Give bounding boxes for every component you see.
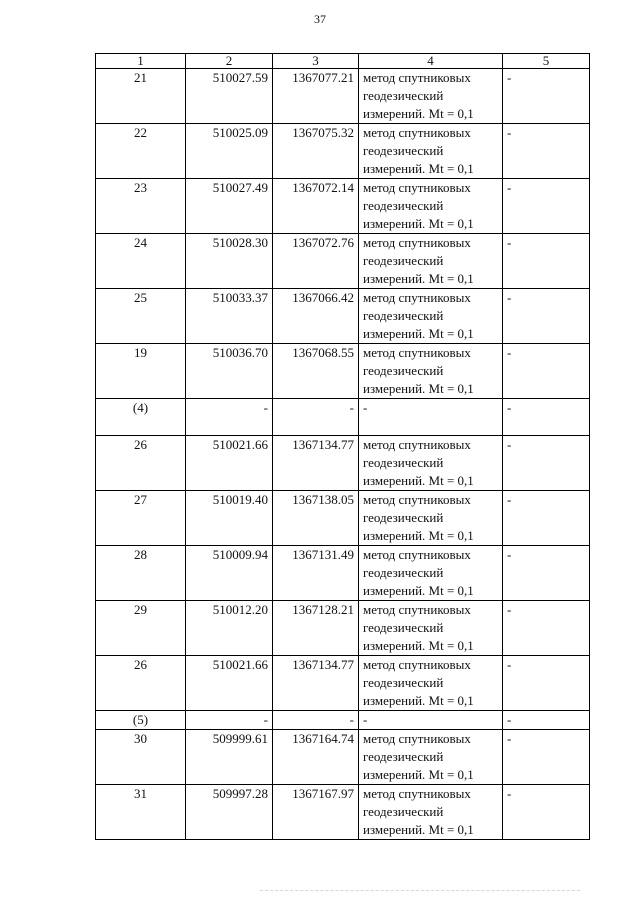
y-coordinate-cell: 1367167.97 [273,785,359,840]
method-line: метод спутниковых [363,437,471,452]
x-coordinate-cell: 510025.09 [186,124,273,179]
note-cell: - [503,179,590,234]
x-coordinate-cell: - [186,711,273,730]
y-coordinate-cell: - [273,711,359,730]
point-number-cell: 26 [96,656,186,711]
x-coordinate-cell: 510021.66 [186,436,273,491]
method-line: метод спутниковых [363,235,471,250]
method-line: геодезический [363,804,444,819]
note-cell: - [503,785,590,840]
point-number-cell: 19 [96,344,186,399]
table-body [96,69,590,840]
note-cell: - [503,491,590,546]
method-cell [359,179,503,234]
method-cell [359,656,503,711]
x-coordinate-cell: 510009.94 [186,546,273,601]
method-line: измерений. Mt = 0,1 [363,161,474,176]
method-line: измерений. Mt = 0,1 [363,767,474,782]
method-cell [359,234,503,289]
method-line: измерений. Mt = 0,1 [363,528,474,543]
header-col-2: 2 [186,54,273,69]
coordinates-table [95,53,590,840]
method-cell [359,124,503,179]
point-number-cell: 29 [96,601,186,656]
method-line: измерений. Mt = 0,1 [363,381,474,396]
note-cell: - [503,656,590,711]
x-coordinate-cell: 510033.37 [186,289,273,344]
x-coordinate-cell: - [186,399,273,436]
header-col-1: 1 [96,54,186,69]
table-header-row [96,54,590,69]
note-cell: - [503,344,590,399]
x-coordinate-cell: 509997.28 [186,785,273,840]
table-row [96,730,590,785]
method-line: измерений. Mt = 0,1 [363,271,474,286]
method-cell [359,289,503,344]
y-coordinate-cell: 1367072.14 [273,179,359,234]
table-row [96,289,590,344]
point-number-cell: (4) [96,399,186,436]
method-cell [359,69,503,124]
method-line: метод спутниковых [363,70,471,85]
y-coordinate-cell: 1367075.32 [273,124,359,179]
point-number-cell: 26 [96,436,186,491]
method-line: - [363,712,368,727]
y-coordinate-cell: 1367128.21 [273,601,359,656]
header-col-3: 3 [273,54,359,69]
point-number-cell: 28 [96,546,186,601]
method-line: геодезический [363,363,444,378]
method-line: геодезический [363,308,444,323]
point-number-cell: 31 [96,785,186,840]
method-line: геодезический [363,253,444,268]
method-line: измерений. Mt = 0,1 [363,638,474,653]
method-line: метод спутниковых [363,547,471,562]
method-line: метод спутниковых [363,180,471,195]
header-col-5: 5 [503,54,590,69]
note-cell: - [503,399,590,436]
method-line: геодезический [363,510,444,525]
method-line: метод спутниковых [363,731,471,746]
method-line: измерений. Mt = 0,1 [363,106,474,121]
y-coordinate-cell: 1367164.74 [273,730,359,785]
scan-artifact [260,890,580,895]
table-row [96,234,590,289]
table-row [96,344,590,399]
method-line: измерений. Mt = 0,1 [363,693,474,708]
note-cell: - [503,546,590,601]
method-cell [359,344,503,399]
x-coordinate-cell: 510028.30 [186,234,273,289]
note-cell: - [503,436,590,491]
table-row [96,399,590,436]
method-line: измерений. Mt = 0,1 [363,216,474,231]
method-cell [359,436,503,491]
table-row [96,69,590,124]
y-coordinate-cell: 1367134.77 [273,436,359,491]
method-line: метод спутниковых [363,786,471,801]
method-line: измерений. Mt = 0,1 [363,822,474,837]
table-row [96,179,590,234]
method-cell [359,399,503,436]
method-line: геодезический [363,143,444,158]
point-number-cell: 25 [96,289,186,344]
method-line: геодезический [363,749,444,764]
y-coordinate-cell: 1367134.77 [273,656,359,711]
table-row [96,711,590,730]
method-cell [359,491,503,546]
method-line: геодезический [363,455,444,470]
method-line: метод спутниковых [363,125,471,140]
method-cell [359,601,503,656]
method-line: метод спутниковых [363,345,471,360]
method-line: геодезический [363,620,444,635]
table-row [96,601,590,656]
method-cell [359,546,503,601]
table-row [96,656,590,711]
table-row [96,491,590,546]
table-row [96,124,590,179]
method-cell [359,785,503,840]
note-cell: - [503,124,590,179]
x-coordinate-cell: 510012.20 [186,601,273,656]
y-coordinate-cell: 1367131.49 [273,546,359,601]
method-line: метод спутниковых [363,602,471,617]
page-number: 37 [314,12,326,26]
method-line: измерений. Mt = 0,1 [363,583,474,598]
table-row [96,546,590,601]
note-cell: - [503,234,590,289]
y-coordinate-cell: - [273,399,359,436]
method-line: геодезический [363,88,444,103]
method-line: геодезический [363,198,444,213]
note-cell: - [503,69,590,124]
table-row [96,785,590,840]
y-coordinate-cell: 1367138.05 [273,491,359,546]
point-number-cell: 23 [96,179,186,234]
note-cell: - [503,711,590,730]
x-coordinate-cell: 510019.40 [186,491,273,546]
point-number-cell: 21 [96,69,186,124]
note-cell: - [503,289,590,344]
method-line: измерений. Mt = 0,1 [363,473,474,488]
method-line: геодезический [363,565,444,580]
table-row [96,436,590,491]
note-cell: - [503,730,590,785]
method-line: геодезический [363,675,444,690]
point-number-cell: 22 [96,124,186,179]
method-line: метод спутниковых [363,657,471,672]
method-line: метод спутниковых [363,290,471,305]
y-coordinate-cell: 1367077.21 [273,69,359,124]
header-col-4: 4 [359,54,503,69]
method-line: метод спутниковых [363,492,471,507]
y-coordinate-cell: 1367066.42 [273,289,359,344]
y-coordinate-cell: 1367068.55 [273,344,359,399]
method-cell [359,730,503,785]
x-coordinate-cell: 510021.66 [186,656,273,711]
x-coordinate-cell: 509999.61 [186,730,273,785]
point-number-cell: 30 [96,730,186,785]
point-number-cell: (5) [96,711,186,730]
note-cell: - [503,601,590,656]
x-coordinate-cell: 510027.49 [186,179,273,234]
y-coordinate-cell: 1367072.76 [273,234,359,289]
point-number-cell: 27 [96,491,186,546]
x-coordinate-cell: 510027.59 [186,69,273,124]
point-number-cell: 24 [96,234,186,289]
x-coordinate-cell: 510036.70 [186,344,273,399]
method-line: - [363,400,368,415]
method-cell [359,711,503,730]
method-line: измерений. Mt = 0,1 [363,326,474,341]
